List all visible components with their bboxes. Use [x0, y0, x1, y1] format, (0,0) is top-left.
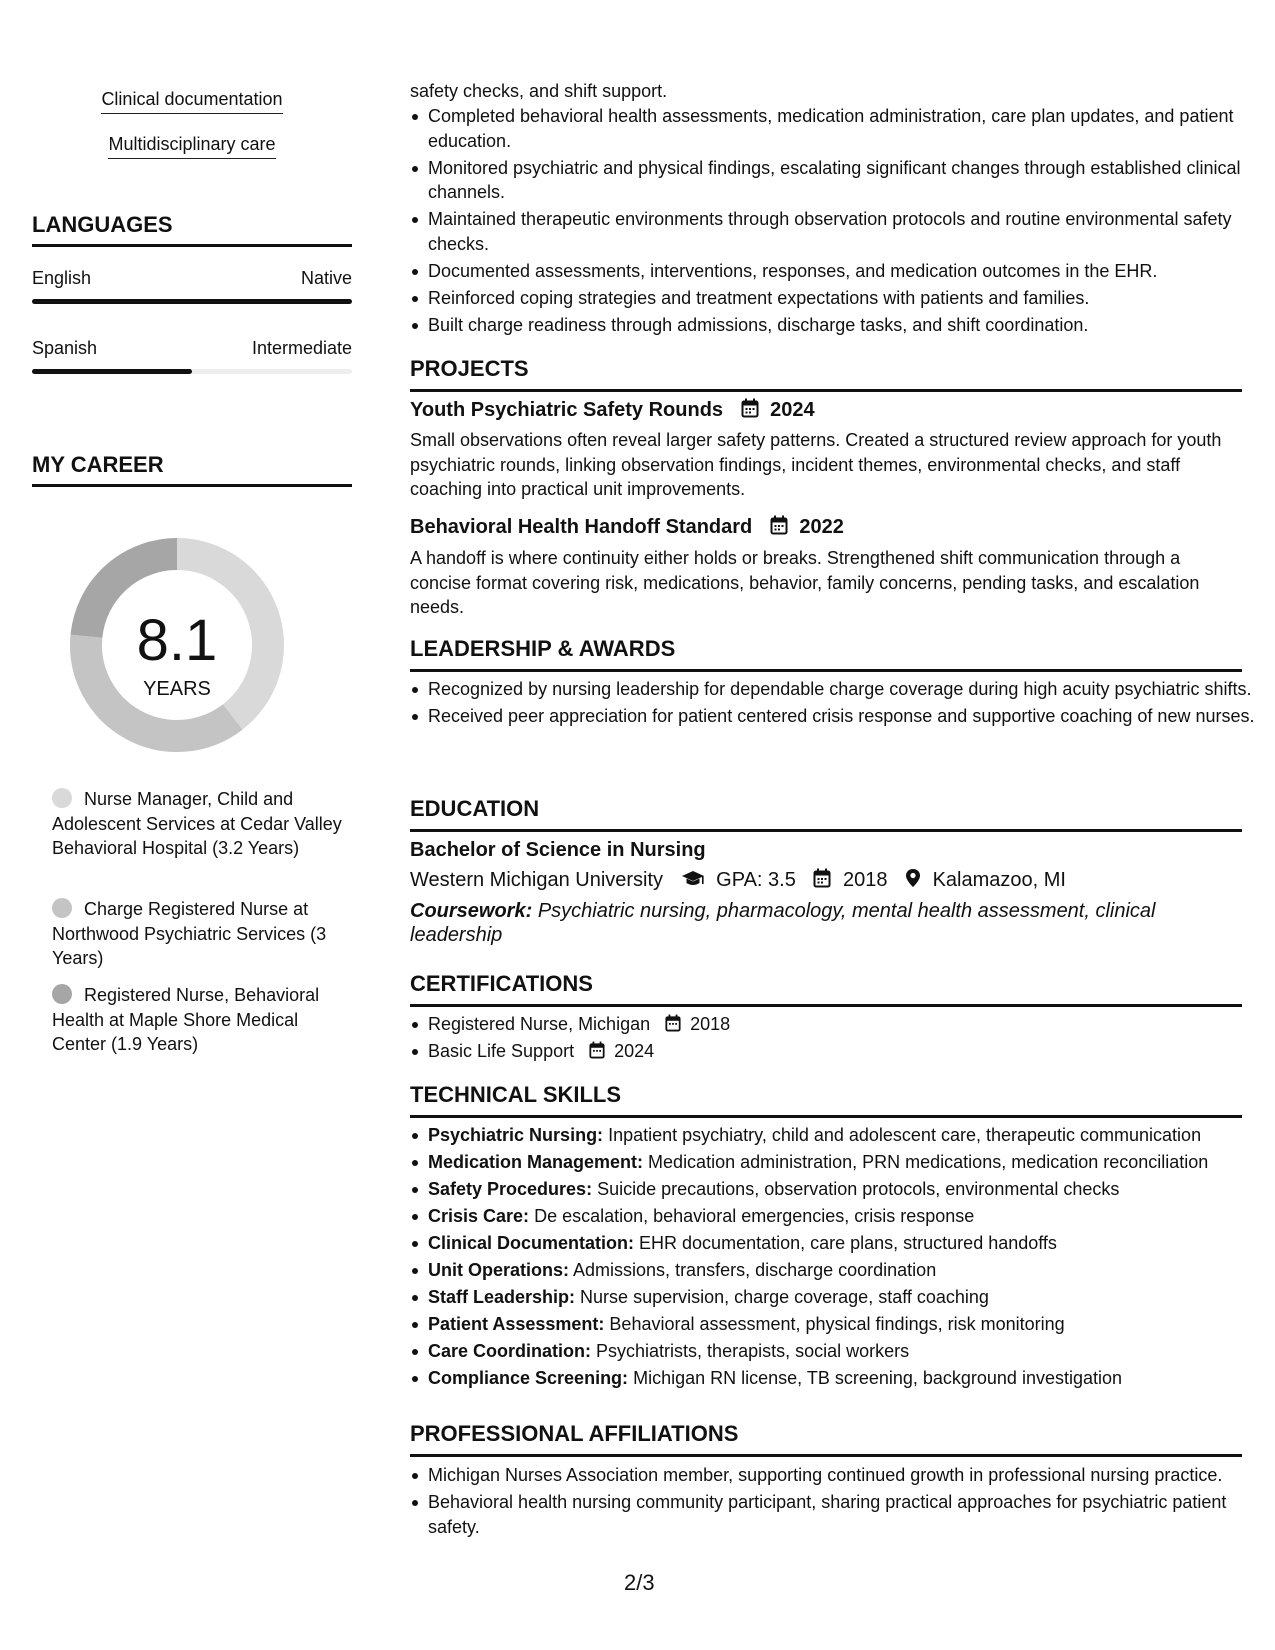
- calendar-icon: [813, 868, 831, 888]
- skill-item: Medication Management: Medication administration, PRN medications, medication reconciliation: [428, 1150, 1260, 1175]
- language-row: [32, 267, 352, 289]
- project-year: 2022: [799, 516, 844, 538]
- project-year: 2024: [770, 399, 815, 421]
- language-name: English: [32, 268, 92, 288]
- affiliations-heading: PROFESSIONAL AFFILIATIONS: [410, 1421, 1242, 1457]
- technical-skills-heading: TECHNICAL SKILLS: [410, 1082, 1242, 1118]
- legend-dot: [52, 898, 72, 918]
- skill-item: Clinical Documentation: EHR documentation, care plans, structured handoffs: [428, 1231, 1260, 1256]
- list-item: Completed behavioral health assessments, medication administration, care plan updates, and patient education.: [428, 104, 1260, 153]
- skill-item: Crisis Care: De escalation, behavioral emergencies, crisis response: [428, 1204, 1260, 1229]
- leadership-heading: LEADERSHIP & AWARDS: [410, 636, 1242, 672]
- location-pin-icon: [905, 868, 921, 888]
- certification-year: 2018: [690, 1014, 731, 1034]
- project-title: Youth Psychiatric Safety Rounds: [410, 399, 724, 421]
- education-details: [410, 868, 1066, 892]
- language-row: [32, 337, 352, 359]
- projects-heading: PROJECTS: [410, 356, 1242, 392]
- list-item: Monitored psychiatric and physical findings, escalating significant changes through established clinical channels.: [428, 156, 1260, 205]
- language-level: Native: [300, 268, 352, 288]
- coursework-label: Coursework:: [410, 900, 533, 922]
- skill-tag: Clinical documentation: [32, 88, 352, 110]
- language-level: Intermediate: [251, 338, 352, 358]
- language-proficiency-bar: [32, 369, 352, 374]
- school-name: Western Michigan University: [410, 869, 664, 891]
- list-item: Reinforced coping strategies and treatment expectations with patients and families.: [428, 286, 1260, 311]
- graduation-year: 2018: [842, 869, 888, 891]
- language-name: Spanish: [32, 338, 98, 358]
- list-item: [428, 1039, 1260, 1064]
- list-item: Built charge readiness through admissions, discharge tasks, and shift coordination.: [428, 313, 1260, 338]
- skill-tag: Multidisciplinary care: [32, 133, 352, 155]
- career-legend-item: Registered Nurse, Behavioral Health at Maple Shore Medical Center (1.9 Years): [52, 985, 320, 1054]
- career-legend-item: Nurse Manager, Child and Adolescent Services at Cedar Valley Behavioral Hospital (3.2 Years): [52, 789, 342, 858]
- list-item: Recognized by nursing leadership for dependable charge coverage during high acuity psychiatric shifts.: [428, 677, 1260, 702]
- location: Kalamazoo, MI: [932, 869, 1066, 891]
- education-heading: EDUCATION: [410, 796, 1242, 832]
- calendar-icon: [741, 398, 759, 418]
- skill-item: Patient Assessment: Behavioral assessment, physical findings, risk monitoring: [428, 1312, 1260, 1337]
- career-heading: MY CAREER: [32, 452, 352, 487]
- language-proficiency-bar: [32, 299, 352, 304]
- calendar-icon: [770, 515, 788, 535]
- calendar-icon: [665, 1014, 681, 1032]
- skill-item: Compliance Screening: Michigan RN license, TB screening, background investigation: [428, 1366, 1260, 1391]
- skill-item: Staff Leadership: Nurse supervision, charge coverage, staff coaching: [428, 1285, 1260, 1310]
- technical-skills-list: [410, 1123, 1260, 1393]
- legend-dot: [52, 788, 72, 808]
- project-title-row: [410, 515, 844, 539]
- certification-year: 2024: [614, 1041, 655, 1061]
- experience-bullets: [410, 104, 1260, 340]
- graduation-cap-icon: [681, 870, 705, 888]
- project-description: A handoff is where continuity either holds or breaks. Strengthened shift communication through a concise format covering risk, medications, behavior, family concerns, pending tasks, and escalation needs.: [410, 548, 1200, 617]
- career-total: 8.1: [136, 608, 218, 673]
- list-item: Michigan Nurses Association member, supporting continued growth in professional nursing practice.: [428, 1463, 1260, 1488]
- skill-item: Unit Operations: Admissions, transfers, discharge coordination: [428, 1258, 1260, 1283]
- list-item: Received peer appreciation for patient centered crisis response and supportive coaching of new nurses.: [428, 704, 1260, 729]
- affiliations-bullets: [410, 1463, 1260, 1542]
- coursework: [410, 899, 1210, 947]
- list-item: Documented assessments, interventions, responses, and medication outcomes in the EHR.: [428, 259, 1260, 284]
- project-description: Small observations often reveal larger safety patterns. Created a structured review approach for youth psychiatric rounds, linking observation findings, incident themes, environmental checks, and staff coaching into practical unit improvements.: [410, 430, 1222, 499]
- skill-item: Psychiatric Nursing: Inpatient psychiatry, child and adolescent care, therapeutic communication: [428, 1123, 1260, 1148]
- list-item: Behavioral health nursing community participant, sharing practical approaches for psychiatric patient safety.: [428, 1490, 1260, 1539]
- calendar-icon: [589, 1041, 605, 1059]
- certifications-heading: CERTIFICATIONS: [410, 971, 1242, 1007]
- languages-heading: LANGUAGES: [32, 212, 352, 247]
- language-proficiency-fill: [32, 369, 192, 374]
- certification-name: Registered Nurse, Michigan: [428, 1014, 651, 1034]
- skill-item: Safety Procedures: Suicide precautions, observation protocols, environmental checks: [428, 1177, 1260, 1202]
- career-unit: YEARS: [143, 678, 211, 700]
- gpa: GPA: 3.5: [716, 869, 796, 891]
- skill-item: Care Coordination: Psychiatrists, therapists, social workers: [428, 1339, 1260, 1364]
- leadership-bullets: [410, 677, 1260, 731]
- language-proficiency-fill: [32, 299, 352, 304]
- career-donut-chart: [62, 530, 292, 760]
- coursework-text: Psychiatric nursing, pharmacology, mental health assessment, clinical leadership: [410, 900, 1156, 946]
- project-title-row: [410, 398, 815, 422]
- list-item: Maintained therapeutic environments through observation protocols and routine environmental safety checks.: [428, 207, 1260, 256]
- career-legend-item: Charge Registered Nurse at Northwood Psychiatric Services (3 Years): [52, 899, 327, 968]
- project-title: Behavioral Health Handoff Standard: [410, 516, 753, 538]
- experience-continued-text: safety checks, and shift support.: [410, 81, 668, 101]
- certifications-list: [410, 1012, 1260, 1066]
- list-item: [428, 1012, 1260, 1037]
- certification-name: Basic Life Support: [428, 1041, 575, 1061]
- degree-title: Bachelor of Science in Nursing: [410, 839, 706, 861]
- page-number: 2/3: [624, 1570, 655, 1595]
- legend-dot: [52, 984, 72, 1004]
